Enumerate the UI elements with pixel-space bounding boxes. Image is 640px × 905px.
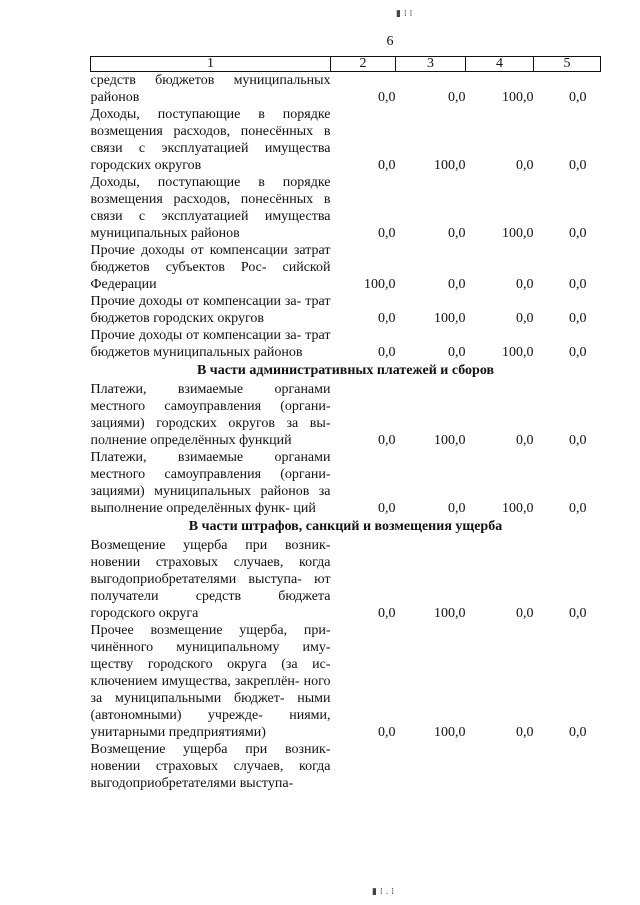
income-description <box>91 622 331 741</box>
description-line: муниципальных районов <box>90 226 240 241</box>
percentage-value: 0,0 <box>569 277 587 292</box>
section-title: В части штрафов, санкций и возмещения ущерба <box>188 519 503 534</box>
percentage-value: 0,0 <box>378 311 396 326</box>
section-header-row <box>91 517 601 537</box>
income-description <box>91 327 331 361</box>
percentage-value: 100,0 <box>502 226 534 241</box>
table-row <box>91 327 601 361</box>
description-line: новении страховых случаев, когда <box>90 759 331 774</box>
percentage-value: 0,0 <box>516 158 534 173</box>
description-line: Прочие доходы от компенсации за- <box>90 294 302 309</box>
table-body <box>91 72 601 793</box>
income-description <box>91 381 331 449</box>
percentage-value: 100,0 <box>434 606 466 621</box>
description-line: полнение определённых функций <box>90 433 292 448</box>
section-header-row <box>91 361 601 381</box>
column-header: 2 <box>331 57 396 72</box>
percentage-value: 100,0 <box>502 345 534 360</box>
percentage-value: 0,0 <box>378 501 396 516</box>
table-row <box>91 72 601 107</box>
scan-artifact-top: ▮ ⁞ ⁞ <box>396 9 413 19</box>
table-row <box>91 381 601 449</box>
description-line: трат бюджетов городских округов <box>90 294 331 326</box>
percentage-value <box>534 741 601 792</box>
income-description <box>91 293 331 327</box>
description-line: городских округов <box>90 158 202 173</box>
percentage-value: 0,0 <box>569 90 587 105</box>
description-line: Возмещение ущерба при возник- <box>90 742 331 757</box>
percentage-value: 0,0 <box>569 725 587 740</box>
percentage-value: 0,0 <box>569 158 587 173</box>
scan-artifact-bottom: ▮ ⁞ . ⁞ <box>372 887 395 897</box>
description-line: ными (автономными) учрежде- <box>90 691 331 723</box>
description-line: за выполнение определённых функ- <box>90 484 331 516</box>
description-line: Прочие доходы от компенсации <box>90 243 288 258</box>
description-line: ций <box>293 501 316 516</box>
percentage-value: 100,0 <box>434 158 466 173</box>
percentage-value: 0,0 <box>378 345 396 360</box>
income-description <box>91 741 331 792</box>
percentage-value: 0,0 <box>378 606 396 621</box>
description-line: затрат бюджетов субъектов Рос- <box>90 243 331 275</box>
percentage-value: 0,0 <box>516 606 534 621</box>
percentage-value: 0,0 <box>516 433 534 448</box>
income-description <box>91 72 331 107</box>
description-line: возмещения расходов, понесённых <box>90 124 314 139</box>
column-header: 1 <box>91 57 331 72</box>
description-line: городского округа <box>90 606 199 621</box>
description-line: ного за муниципальными бюджет- <box>90 674 331 706</box>
percentage-value: 0,0 <box>569 501 587 516</box>
description-line: Доходы, поступающие в порядке <box>90 175 331 190</box>
description-line: чинённого муниципальному иму- <box>90 640 331 655</box>
table-row <box>91 293 601 327</box>
description-line: Доходы, поступающие в порядке <box>90 107 331 122</box>
percentage-value: 100,0 <box>434 433 466 448</box>
percentage-value: 0,0 <box>448 277 466 292</box>
percentage-value: 100,0 <box>434 311 466 326</box>
description-line: трат бюджетов муниципальных <box>90 328 331 360</box>
percentage-value: 100,0 <box>364 277 396 292</box>
description-line: сийской Федерации <box>90 260 331 292</box>
description-line: Платежи, взимаемые органами <box>90 382 331 397</box>
description-line: местного самоуправления (органи- <box>90 399 331 414</box>
description-line: зациями) муниципальных районов <box>90 484 310 499</box>
column-header: 5 <box>534 57 601 72</box>
percentage-value: 0,0 <box>448 90 466 105</box>
page-number: 6 <box>386 34 394 49</box>
income-description <box>91 537 331 622</box>
description-line: ключением имущества, закреплён- <box>90 674 300 689</box>
table-row <box>91 174 601 242</box>
table-row <box>91 537 601 622</box>
table-row <box>91 622 601 741</box>
percentage-value: 0,0 <box>569 606 587 621</box>
table-row <box>91 242 601 293</box>
percentage-value: 100,0 <box>502 90 534 105</box>
budget-distribution-table <box>90 56 601 792</box>
percentage-value <box>466 741 534 792</box>
percentage-value: 0,0 <box>378 725 396 740</box>
description-line: в связи с эксплуатацией имущества <box>90 192 331 224</box>
description-line: выгодоприобретателями выступа- <box>90 776 294 791</box>
description-line: зациями) городских округов за вы- <box>90 416 331 431</box>
section-title: В части административных платежей и сборов <box>196 363 495 378</box>
description-line: Прочее возмещение ущерба, при- <box>90 623 331 638</box>
description-line: местного самоуправления (органи- <box>90 467 331 482</box>
percentage-value: 0,0 <box>378 90 396 105</box>
percentage-value: 0,0 <box>569 345 587 360</box>
description-line: ниями, унитарными предприятиями) <box>90 708 331 740</box>
table-row <box>91 106 601 174</box>
table-row <box>91 449 601 517</box>
column-number-header-row <box>91 57 601 72</box>
description-line: средств бюджетов муниципальных <box>90 73 331 88</box>
income-description <box>91 449 331 517</box>
percentage-value: 0,0 <box>448 501 466 516</box>
description-line: выгодоприобретателями выступа- <box>90 572 302 587</box>
income-description <box>91 174 331 242</box>
description-line: в связи с эксплуатацией имущества <box>90 124 331 156</box>
percentage-value <box>331 741 396 792</box>
description-line: Прочие доходы от компенсации за- <box>90 328 302 343</box>
percentage-value: 100,0 <box>502 501 534 516</box>
description-line: районов <box>90 90 140 105</box>
percentage-value: 0,0 <box>448 345 466 360</box>
percentage-value: 0,0 <box>516 311 534 326</box>
percentage-value: 0,0 <box>378 158 396 173</box>
percentage-value: 0,0 <box>448 226 466 241</box>
table-row <box>91 741 601 792</box>
percentage-value: 0,0 <box>378 433 396 448</box>
description-line: возмещения расходов, понесённых <box>90 192 314 207</box>
column-header: 4 <box>466 57 534 72</box>
description-line: ют получатели средств бюджета <box>90 572 331 604</box>
percentage-value: 0,0 <box>569 311 587 326</box>
income-description <box>91 106 331 174</box>
description-line: ществу городского округа (за ис- <box>90 657 331 672</box>
percentage-value: 0,0 <box>378 226 396 241</box>
percentage-value <box>396 741 466 792</box>
percentage-value: 100,0 <box>434 725 466 740</box>
description-line: Возмещение ущерба при возник- <box>90 538 331 553</box>
percentage-value: 0,0 <box>516 725 534 740</box>
percentage-value: 0,0 <box>569 226 587 241</box>
income-description <box>91 242 331 293</box>
description-line: Платежи, взимаемые органами <box>90 450 331 465</box>
percentage-value: 0,0 <box>569 433 587 448</box>
description-line: районов <box>253 345 303 360</box>
description-line: новении страховых случаев, когда <box>90 555 331 570</box>
column-header: 3 <box>396 57 466 72</box>
percentage-value: 0,0 <box>516 277 534 292</box>
